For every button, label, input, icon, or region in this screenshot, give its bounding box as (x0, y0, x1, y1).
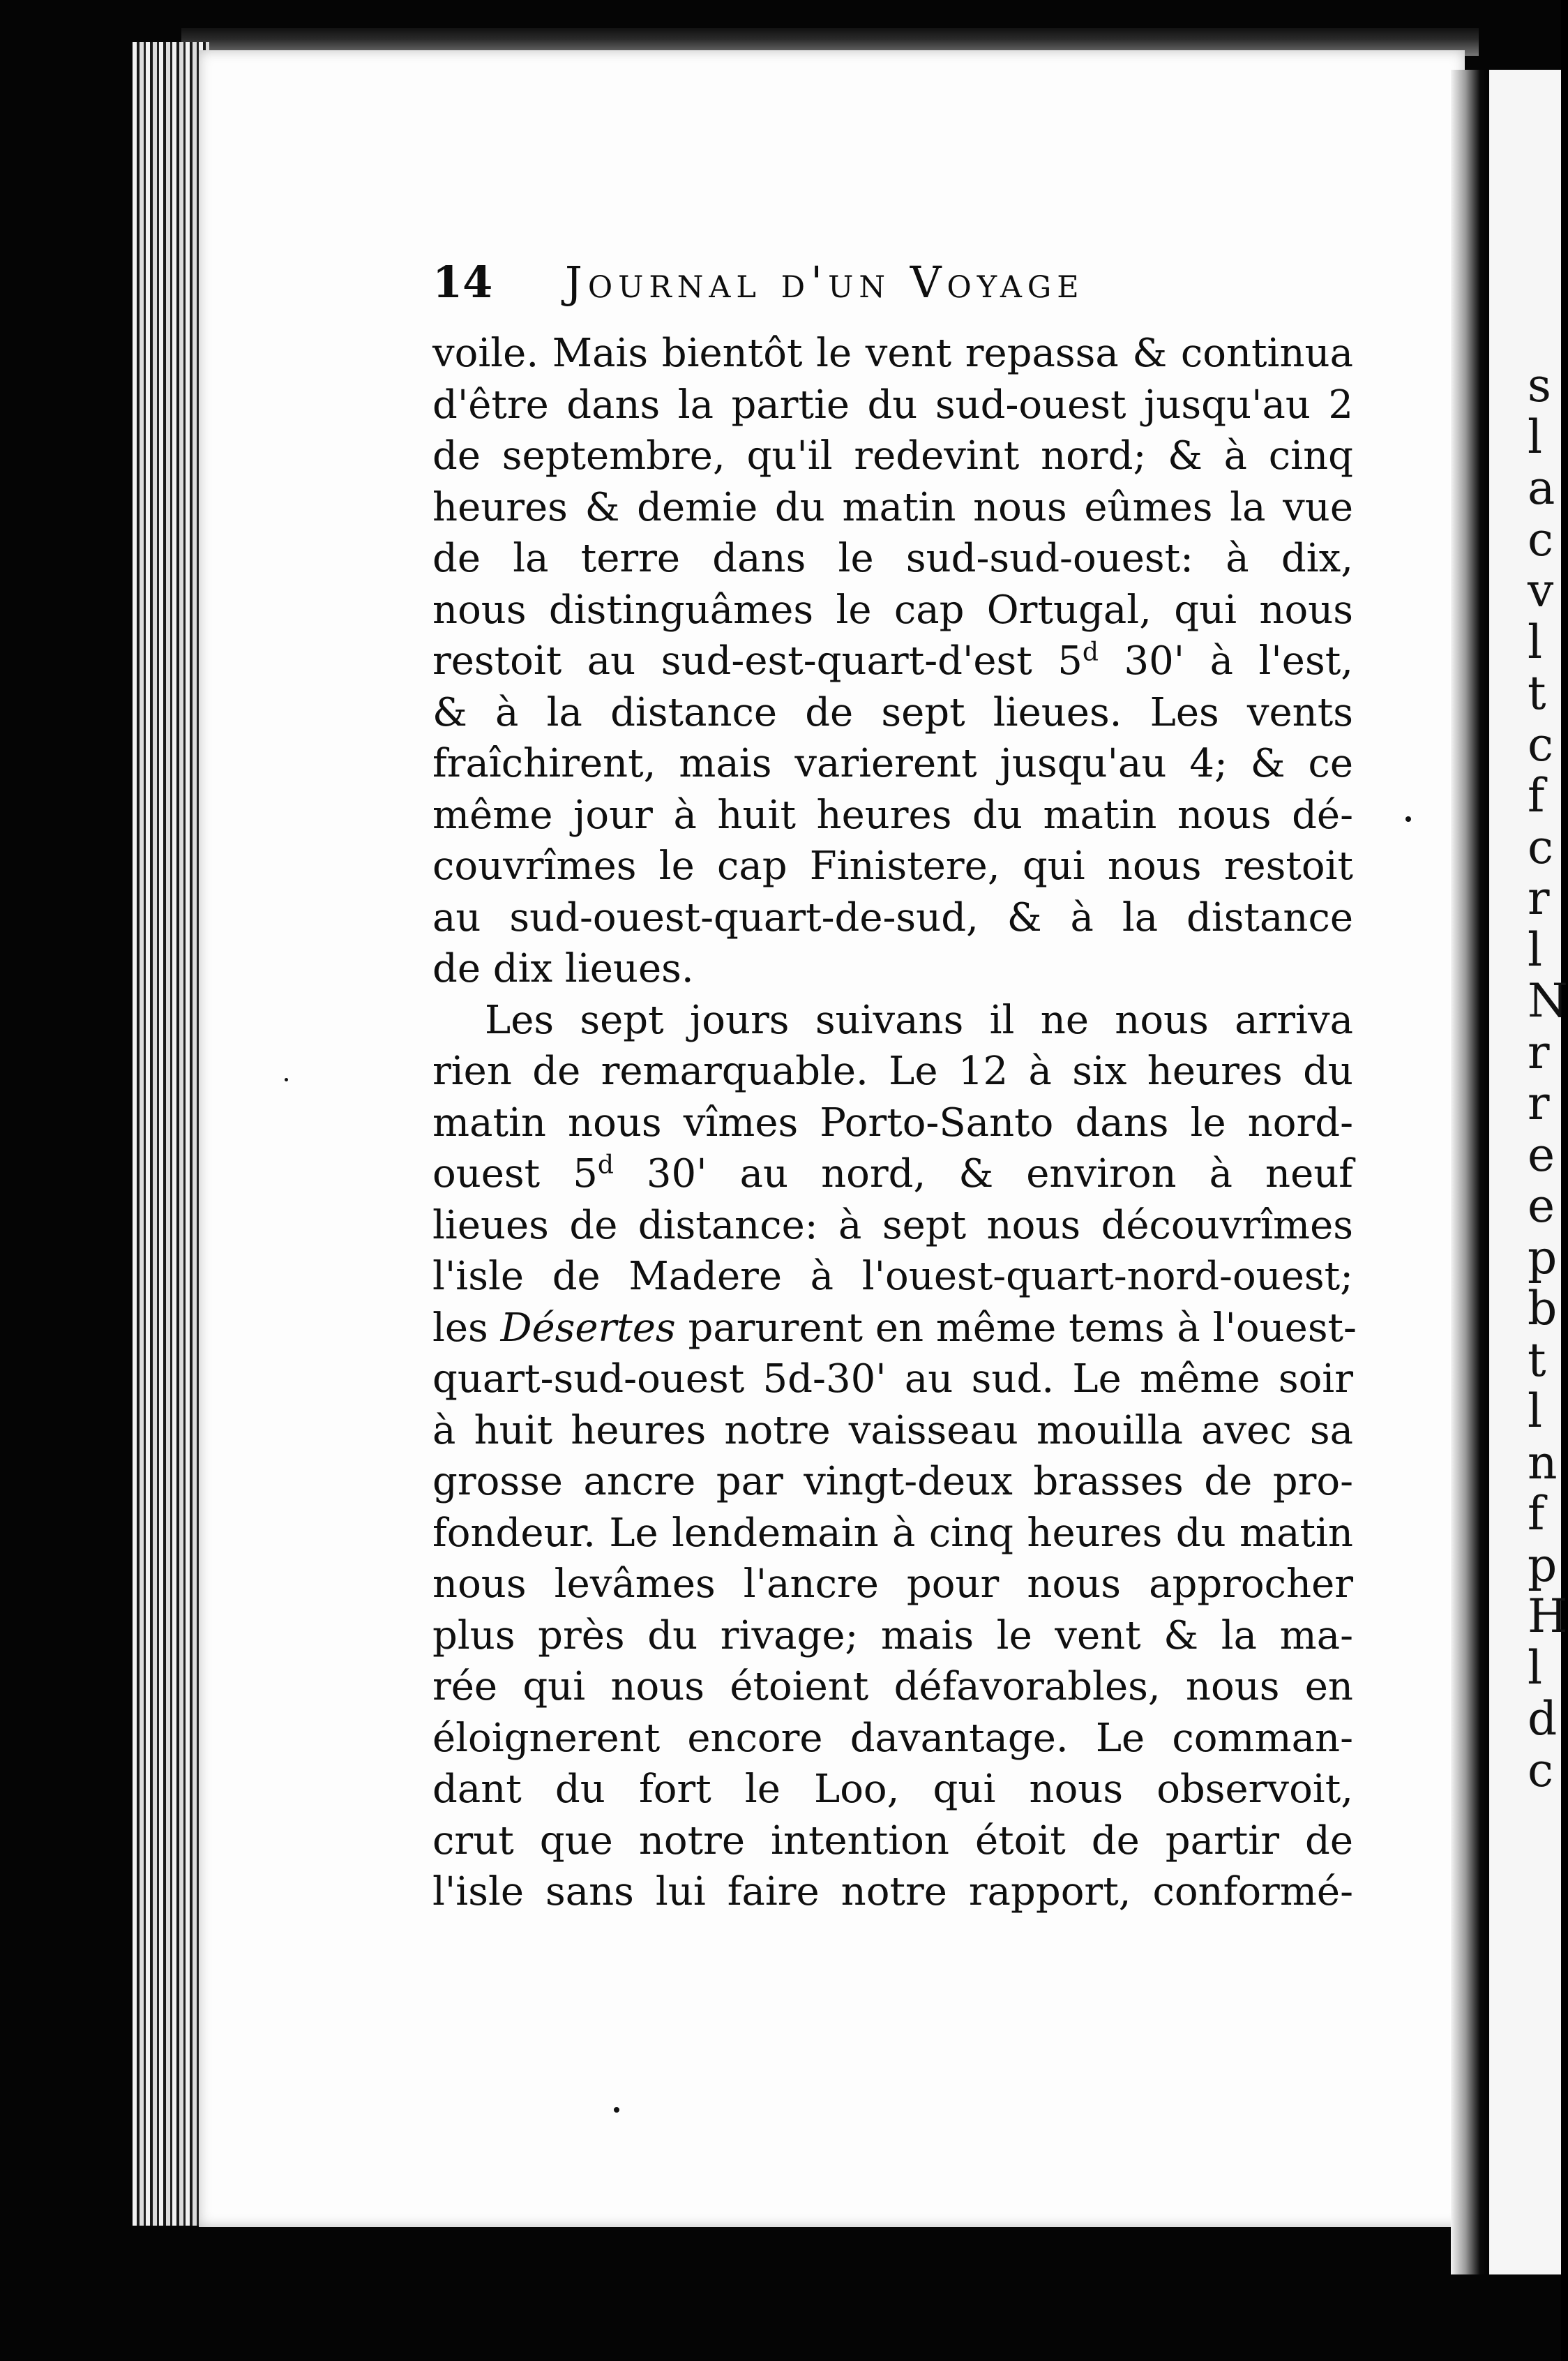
facing-page-fragment: l (1528, 1640, 1543, 1695)
text-line: plus près du rivage; mais le vent & la ma- (432, 1612, 1353, 1658)
facing-page-fragment: t (1528, 666, 1546, 720)
facing-page-fragment: r (1528, 1077, 1550, 1130)
facing-page-fragment: n (1528, 1435, 1558, 1490)
text-line: de dix lieues. (432, 946, 694, 991)
facing-page-fragment: p (1528, 1230, 1558, 1284)
text-line: rée qui nous étoient défavorables, nous en (432, 1664, 1353, 1709)
facing-page-fragment: f (1528, 1487, 1545, 1541)
text-line: voile. Mais bientôt le vent repassa & continua (432, 331, 1353, 376)
text-line: ouest 5$^d$ 30' au nord, & environ à neuf (432, 1150, 1354, 1197)
text-line: de septembre, qu'il redevint nord; & à cinq (432, 433, 1353, 479)
facing-page-fragment: c (1528, 820, 1553, 874)
text-line: fraîchirent, mais varierent jusqu'au 4; & ce (432, 741, 1353, 786)
ink-speck (285, 1078, 288, 1081)
facing-page-fragment: s (1528, 359, 1551, 412)
facing-page-edge (1489, 70, 1568, 2274)
text-line: quart-sud-ouest 5d-30' au sud. Le même soir (432, 1356, 1353, 1402)
facing-page-fragment: t (1528, 1333, 1546, 1387)
text-line: nous distinguâmes le cap Ortugal, qui nous (432, 587, 1353, 633)
text-line: nous levâmes l'ancre pour nous approcher (432, 1561, 1353, 1607)
text-line: rien de remarquable. Le 12 à six heures du (432, 1049, 1353, 1094)
facing-page-fragment: b (1528, 1282, 1558, 1335)
facing-page-fragment: c (1528, 717, 1553, 772)
body-text (432, 328, 1357, 1918)
ink-speck (1405, 816, 1411, 822)
text-line: à huit heures notre vaisseau mouilla avec sa (432, 1407, 1353, 1453)
facing-page-fragment: l (1528, 615, 1543, 669)
facing-page-fragment: l (1528, 922, 1543, 977)
facing-page-fragment: e (1528, 1179, 1555, 1233)
text-line: lieues de distance: à sept nous découvrîmes (432, 1202, 1353, 1248)
facing-page-fragment: N (1528, 974, 1568, 1028)
text-line: de la terre dans le sud-sud-ouest: à dix, (432, 536, 1353, 581)
text-line: fondeur. Le lendemain à cinq heures du matin (432, 1510, 1353, 1556)
text-line: heures & demie du matin nous eûmes la vue (432, 484, 1353, 530)
running-title: Journal d'un Voyage (565, 257, 1085, 308)
page-number: 14 (432, 257, 493, 308)
facing-page-fragment: H (1528, 1589, 1568, 1643)
facing-page-fragment: r (1528, 1025, 1550, 1079)
text-line: les Désertes parurent en même tems à l'ouest- (432, 1305, 1357, 1351)
text-line: grosse ancre par vingt-deux brasses de pro- (432, 1459, 1353, 1504)
facing-page-fragment: l (1528, 1384, 1543, 1438)
text-line: dant du fort le Loo, qui nous observoit, (432, 1767, 1353, 1812)
text-line: éloignerent encore davantage. Le comman- (432, 1715, 1353, 1761)
text-line: crut que notre intention étoit de partir de (432, 1817, 1353, 1864)
page-stack-left-edge (133, 42, 209, 2226)
text-line: matin nous vîmes Porto-Santo dans le nord- (432, 1100, 1353, 1146)
facing-page-fragment: c (1528, 512, 1553, 567)
facing-page-fragment: v (1528, 564, 1554, 617)
text-line: l'isle de Madere à l'ouest-quart-nord-ouest; (432, 1254, 1353, 1299)
facing-page-fragment: l (1528, 410, 1543, 464)
text-line: restoit au sud-est-quart-d'est 5$^d$ 30' à l'est, (432, 638, 1353, 684)
text-line: même jour à huit heures du matin nous dé- (432, 792, 1353, 838)
facing-page-fragment: e (1528, 1127, 1555, 1182)
facing-page-fragment: f (1528, 769, 1545, 823)
facing-page-fragment: d (1528, 1692, 1558, 1746)
text-line: couvrîmes le cap Finistere, qui nous restoit (432, 844, 1353, 889)
text-line: Les sept jours suivans il ne nous arriva (485, 997, 1353, 1043)
book-gutter (1451, 70, 1493, 2274)
facing-page-fragment: r (1528, 871, 1550, 925)
text-line: au sud-ouest-quart-de-sud, & à la distance (432, 894, 1353, 940)
ink-speck (614, 2107, 619, 2113)
facing-page-fragment: c (1528, 1743, 1553, 1797)
text-line: l'isle sans lui faire notre rapport, conformé- (432, 1869, 1353, 1914)
facing-page-fragment: a (1528, 461, 1555, 515)
text-line: d'être dans la partie du sud-ouest jusqu'au 2 (432, 382, 1353, 428)
text-line: & à la distance de sept lieues. Les vents (432, 689, 1353, 735)
running-head (432, 255, 1339, 317)
facing-page-fragment: p (1528, 1538, 1558, 1592)
